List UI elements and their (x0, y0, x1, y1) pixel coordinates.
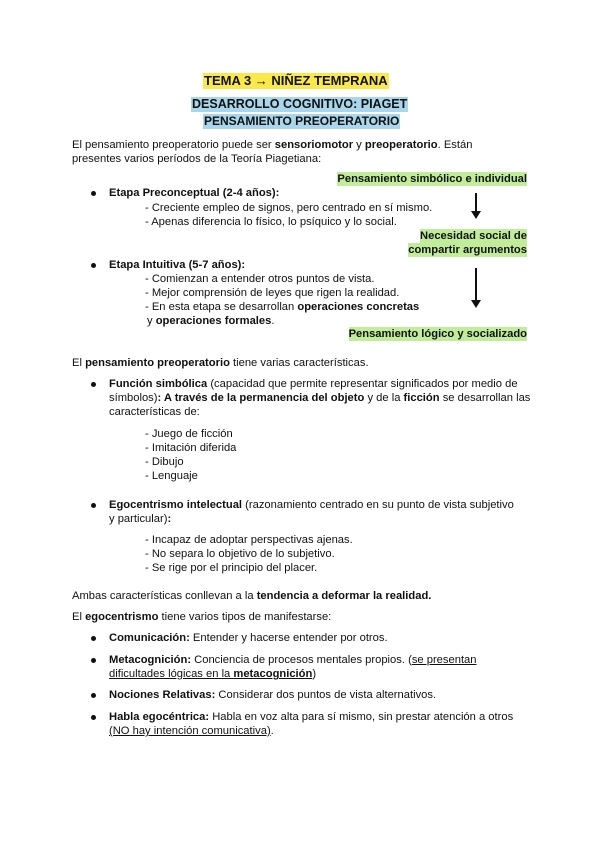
list-item: - Juego de ficción (145, 428, 233, 440)
stage-label-social-need-1: Necesidad social de (420, 230, 527, 242)
underlined-text: (NO hay intención comunicativa) (109, 725, 271, 737)
bullet (91, 263, 96, 268)
list-item (109, 688, 436, 702)
list-text: - En esta etapa se desarrollan (145, 301, 298, 313)
stage-label-symbolic: Pensamiento simbólico e individual (337, 173, 527, 185)
bold-text: Función simbólica (109, 378, 208, 390)
text: Considerar dos puntos de vista alternativos. (215, 689, 437, 701)
bullet (91, 382, 96, 387)
list-item (109, 631, 388, 645)
bullet (91, 191, 96, 196)
text: se desarrollan las (439, 392, 531, 404)
intro-line-2: presentes varios períodos de la Teoría Piagetiana: (72, 153, 322, 165)
bullet (91, 503, 96, 508)
intro-bold: preoperatorio (364, 139, 438, 151)
text: . (270, 725, 274, 737)
list-item-continuation (109, 667, 316, 681)
list-item-continuation (109, 724, 274, 738)
list-item: - Dibujo (145, 456, 184, 468)
text: ) (312, 668, 317, 680)
list-text: . (271, 315, 275, 327)
bold-text: egocentrismo (85, 611, 159, 623)
text: Entender y hacerse entender por otros. (189, 632, 388, 644)
arrow-down-icon (475, 268, 477, 301)
list-item (109, 653, 477, 667)
underlined-bold-text: metacognición (233, 668, 313, 680)
text: (capacidad que permite representar significados por medio de (207, 378, 518, 390)
list-text: y (147, 315, 156, 327)
text: Habla en voz alta para sí mismo, sin prestar atención a otros (209, 711, 514, 723)
stage-preconceptual-title: Etapa Preconceptual (2-4 años): (109, 187, 280, 199)
paragraph (72, 356, 369, 370)
text: tiene varias características. (229, 357, 369, 369)
stage-label-logical: Pensamiento lógico y socializado (348, 328, 527, 340)
paragraph (72, 610, 331, 624)
bullet (91, 636, 96, 641)
bold-text: permanencia del objeto (239, 392, 365, 404)
text: y de la (364, 392, 404, 404)
bullet (91, 693, 96, 698)
list-item (145, 300, 419, 314)
underlined-text: se presentan (411, 654, 477, 666)
list-item: - Incapaz de adoptar perspectivas ajenas. (145, 534, 353, 546)
text: (razonamiento centrado en su punto de vista subjetivo (242, 499, 514, 511)
symbolic-function-line-1 (109, 377, 518, 391)
intro-text: El pensamiento preoperatorio puede ser (72, 139, 275, 151)
text: El (72, 357, 86, 369)
underlined-text: dificultades lógicas en la (109, 668, 234, 680)
list-bold: operaciones concretas (297, 301, 420, 313)
text: Conciencia de procesos mentales propios. ( (191, 654, 412, 666)
arrow-down-icon (475, 193, 477, 212)
text: tiene varios tipos de manifestarse: (158, 611, 332, 623)
symbolic-function-line-2 (109, 391, 530, 405)
stage-intuitive-title: Etapa Intuitiva (5-7 años): (109, 259, 246, 271)
list-item: - Comienzan a entender otros puntos de vista. (145, 273, 375, 285)
list-bold: operaciones formales (155, 315, 272, 327)
list-item (109, 710, 513, 724)
symbolic-function-line-3: características de: (109, 406, 200, 418)
arrow-head-icon (471, 300, 481, 308)
bullet (91, 715, 96, 720)
bold-text: : A través de la (157, 392, 240, 404)
text: El (72, 611, 86, 623)
text: Ambas características conllevan a la (72, 590, 257, 602)
bold-text: ficción (403, 392, 440, 404)
egocentrism-line-1 (109, 498, 514, 512)
page-title: TEMA 3 → NIÑEZ TEMPRANA (204, 73, 388, 88)
list-item: - Imitación diferida (145, 442, 237, 454)
list-item: - Se rige por el principio del placer. (145, 562, 318, 574)
bold-text: Comunicación: (109, 632, 190, 644)
bullet (91, 658, 96, 663)
arrow-head-icon (471, 211, 481, 219)
intro-bold: sensoriomotor (274, 139, 354, 151)
list-item: - Mejor comprensión de leyes que rigen la realidad. (145, 287, 400, 299)
list-item: - No separa lo objetivo de lo subjetivo. (145, 548, 335, 560)
section-title: DESARROLLO COGNITIVO: PIAGET (192, 97, 408, 111)
intro-line-1 (72, 138, 472, 152)
list-item (147, 314, 274, 328)
bold-text: tendencia a deformar la realidad. (256, 590, 432, 602)
text: y particular) (109, 513, 168, 525)
intro-text: . Están (437, 139, 473, 151)
list-item: - Creciente empleo de signos, pero centrado en sí mismo. (145, 202, 433, 214)
stage-label-social-need-2: compartir argumentos (408, 244, 527, 256)
egocentrism-line-2 (109, 512, 171, 526)
text: símbolos) (109, 392, 158, 404)
bold-text: pensamiento preoperatorio (85, 357, 230, 369)
list-item: - Apenas diferencia lo físico, lo psíquico y lo social. (145, 216, 397, 228)
intro-text: y (353, 139, 365, 151)
bold-text: Habla egocéntrica: (109, 711, 210, 723)
bold-text: Egocentrismo intelectual (109, 499, 243, 511)
paragraph (72, 589, 431, 603)
list-item: - Lenguaje (145, 470, 198, 482)
bold-text: Metacognición: (109, 654, 192, 666)
bold-text: : (167, 513, 172, 525)
section-subtitle: PENSAMIENTO PREOPERATORIO (204, 114, 400, 128)
bold-text: Nociones Relativas: (109, 689, 216, 701)
